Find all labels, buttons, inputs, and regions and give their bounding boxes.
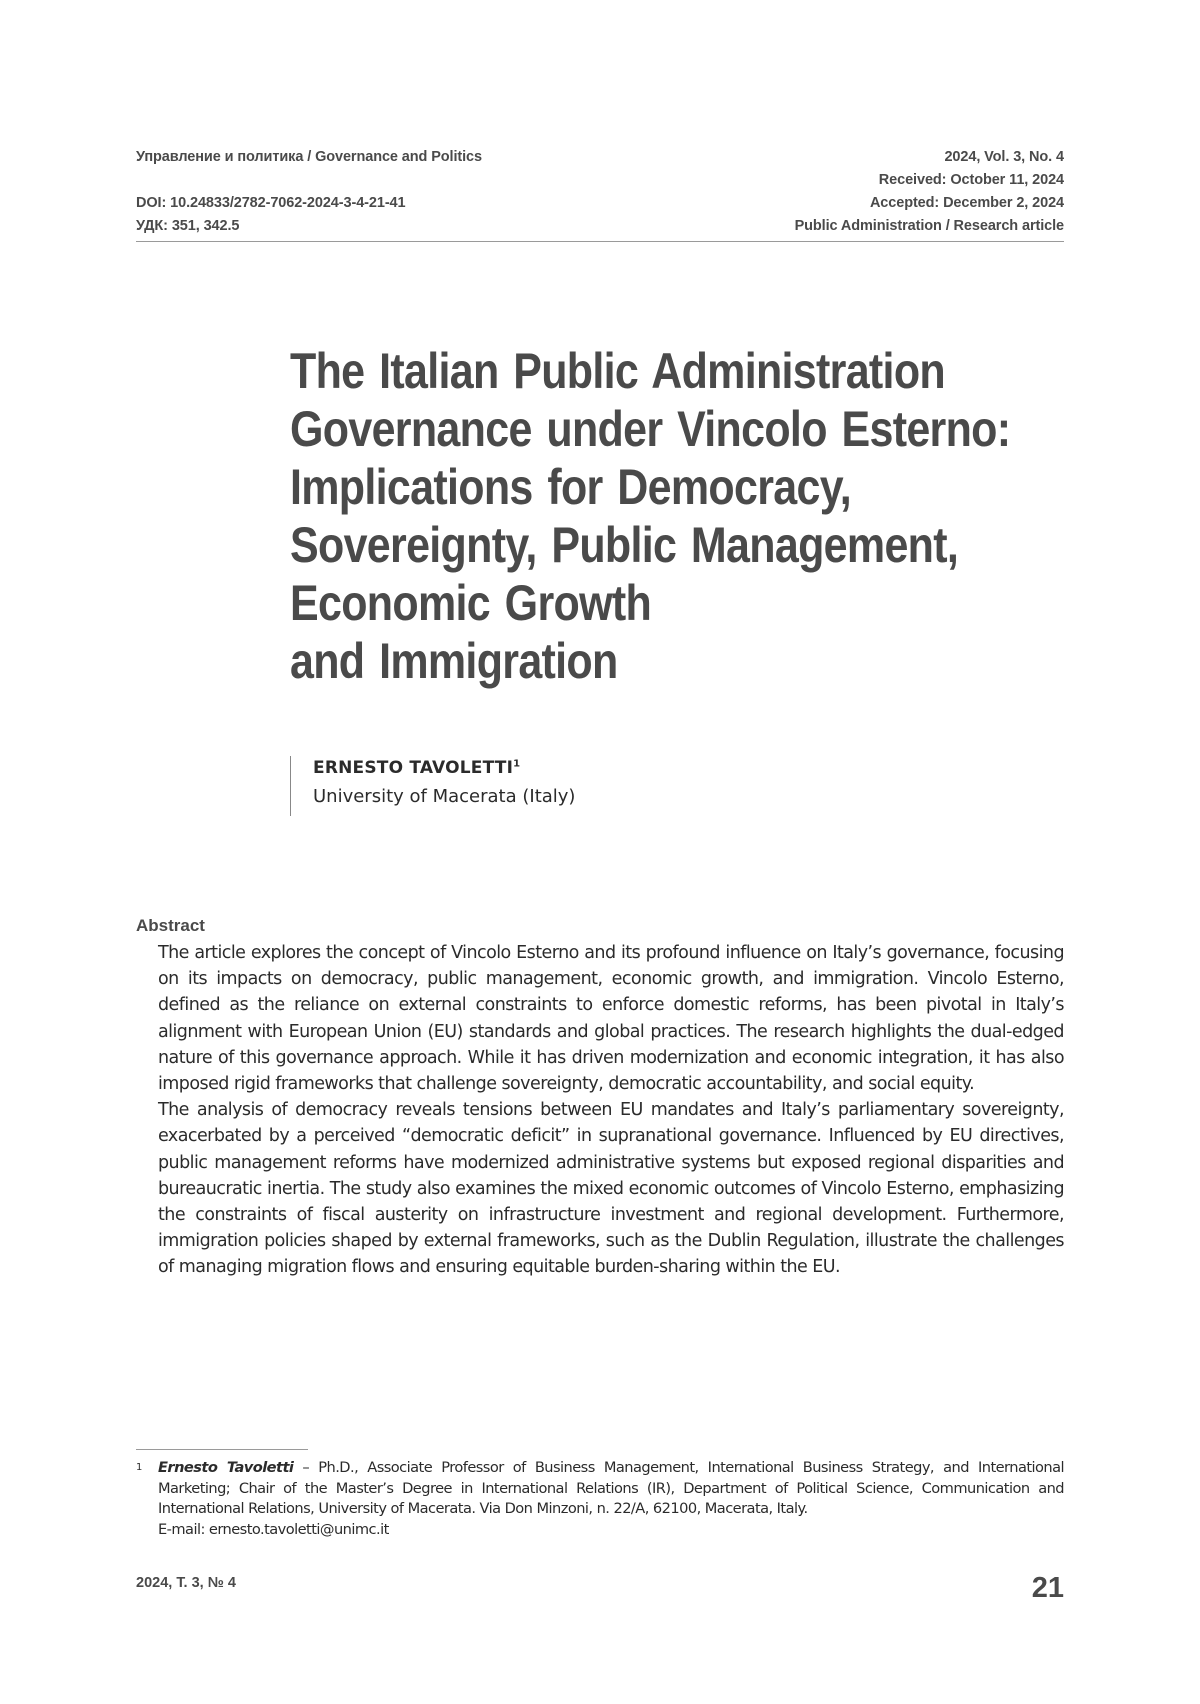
abstract-body (158, 940, 1064, 1281)
footnote-bio: – Ph.D., Associate Professor of Business Management, International Business Strategy, and International Marketing; Chair of the Master’s Degree in International Relations (IR), Department of Political Science, Communication and International Relations, University of Macerata. Via Don Minzoni, n. 22/A, 62100, Macerata, Italy. (158, 1459, 1064, 1517)
title-line: Governance under Vincolo Esterno: (290, 400, 978, 458)
issue-info: 2024, Vol. 3, No. 4 (944, 146, 1064, 169)
header-row-1 (136, 146, 1064, 169)
author-name (313, 756, 575, 780)
abstract-paragraph: The analysis of democracy reveals tensions between EU mandates and Italy’s parliamentary sovereignty, exacerbated by a perceived “democratic deficit” in supranational governance. Influenced by EU directives, public management reforms have modernized administrative systems but exposed regional disparities and bureaucratic inertia. The study also examines the mixed economic outcomes of Vincolo Esterno, emphasizing the constraints of fiscal austerity on infrastructure investment and regional development. Furthermore, immigration policies shaped by external frameworks, such as the Dublin Regulation, illustrate the challenges of managing migration flows and ensuring equitable burden-sharing within the EU. (158, 1097, 1064, 1280)
footnote-divider (136, 1449, 308, 1450)
author-block (290, 756, 575, 816)
journal-name: Управление и политика / Governance and Politics (136, 146, 482, 169)
abstract-heading: Abstract (136, 916, 205, 936)
footnote (136, 1458, 1064, 1540)
footnote-email: E-mail: ernesto.tavoletti@unimc.it (158, 1520, 1064, 1541)
title-line: Implications for Democracy, (290, 458, 978, 516)
doi: DOI: 10.24833/2782-7062-2024-3-4-21-41 (136, 192, 405, 215)
article-section: Public Administration / Research article (795, 215, 1064, 238)
abstract-paragraph: The article explores the concept of Vincolo Esterno and its profound influence on Italy’s governance, focusing on its impacts on democracy, public management, economic growth, and immigration. Vincolo Esterno, defined as the reliance on external constraints to enforce domestic reforms, has been pivotal in Italy’s alignment with European Union (EU) standards and global practices. The research highlights the dual-edged nature of this governance approach. While it has driven modernization and economic integration, it has also imposed rigid frameworks that challenge sovereignty, democratic accountability, and social equity. (158, 940, 1064, 1097)
title-line: The Italian Public Administration (290, 342, 978, 400)
author-name-text: ERNESTO TAVOLETTI (313, 758, 513, 778)
page-number: 21 (1032, 1572, 1064, 1605)
footnote-author-name: Ernesto Tavoletti (158, 1459, 293, 1476)
author-footnote-mark: 1 (513, 758, 520, 769)
title-line: Economic Growth (290, 574, 978, 632)
accepted-date: Accepted: December 2, 2024 (870, 192, 1064, 215)
header-divider (136, 241, 1064, 242)
header-row-3 (136, 192, 1064, 215)
author-affiliation: University of Macerata (Italy) (313, 780, 575, 814)
received-date: Received: October 11, 2024 (879, 169, 1064, 192)
title-line: and Immigration (290, 632, 978, 690)
footer-issue: 2024, Т. 3, № 4 (136, 1575, 236, 1591)
footnote-mark: 1 (136, 1458, 142, 1479)
header-row-2 (136, 169, 1064, 192)
footnote-text (158, 1458, 1064, 1520)
header-row-4 (136, 215, 1064, 238)
article-title (290, 342, 978, 690)
title-line: Sovereignty, Public Management, (290, 516, 978, 574)
page-header (136, 146, 1064, 238)
udk: УДК: 351, 342.5 (136, 215, 239, 238)
